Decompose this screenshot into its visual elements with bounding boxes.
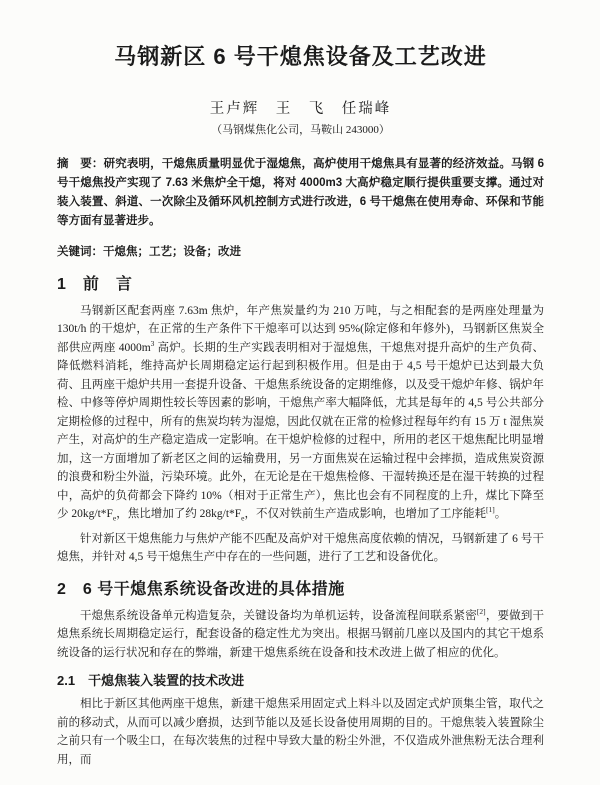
affiliation-line: （马钢煤焦化公司，马鞍山 243000）	[211, 124, 390, 136]
section-1-heading: 1 前 言	[57, 275, 133, 293]
keywords-block	[57, 243, 544, 262]
keywords-text: 干熄焦；工艺；设备；改进	[103, 245, 241, 258]
abstract-block	[57, 155, 544, 231]
section-2-heading: 2 6 号干熄焦系统设备改进的具体措施	[57, 580, 345, 598]
intro-paragraph-2: 针对新区干熄焦能力与焦炉产能不匹配及高炉对干熄焦高度依赖的情况，马钢新建了 6 号干熄焦，并针对 4,5 号干熄焦生产中存在的一些问题，进行了工艺和设备优化。	[57, 532, 544, 563]
section-2-intro-paragraph: 干熄焦系统设备单元构造复杂，关键设备均为单机运转，设备流程间联系紧密[2]，要做到干熄焦系统长周期稳定运行，配套设备的稳定性尤为突出。根据马钢前几座以及国内的其它干熄系统设备的运行状况和存在的弊端，新建干熄焦系统在设备和技术改进上做了相应的优化。	[57, 606, 545, 659]
abstract-label: 摘 要：	[57, 158, 104, 170]
abstract-text: 研究表明，干熄焦质量明显优于湿熄焦，高炉使用干熄焦具有显著的经济效益。马钢 6 号干熄焦投产实现了 7.63 米焦炉全干熄，将对 4000m3 大高炉稳定顺行提供重要支撑。通过对装入装置、斜道、一次除尘及循环风机控制方式进行改进，6 号干熄焦在使用寿命、环保和节能等方面有显著进步。	[57, 158, 544, 227]
page-title: 马钢新区 6 号干熄焦设备及工艺改进	[114, 44, 487, 69]
section-2-1-paragraph: 相比于新区其他两座干熄焦，新建干熄焦采用固定式上料斗以及固定式炉顶集尘管，取代之前的移动式，从而可以减少磨损，达到节能以及延长设备使用周期的目的。干熄焦装入装置除尘之前只有一个吸尘口，在每次装焦的过程中导致大量的粉尘外泄，不仅造成外泄焦粉无法合理利用，而	[57, 698, 544, 766]
keywords-label: 关键词：	[57, 245, 103, 258]
section-2-1-heading: 2.1 干熄焦装入装置的技术改进	[57, 673, 245, 688]
authors-line: 王卢辉 王 飞 任瑞峰	[209, 101, 392, 117]
intro-paragraph-1: 马钢新区配套两座 7.63m 焦炉，年产焦炭量约为 210 万吨，与之相配套的是两座处理量为 130t/h 的干熄炉，在正常的生产条件下干熄率可以达到 95%(除定修和年修外)，马钢新区焦炭全部供应两座 $4000m^3$ 高炉。长期的生产实践表明相对于湿熄焦，干熄焦对提升高炉的生产负荷、降低燃料消耗，维持高炉长周期稳定运行起到积极作用。但是由于 4,5 号干熄炉已达到最大负荷、且两座干熄炉共用一套提升设备、干熄焦系统设备的定期维修，以及受干熄炉年修、锅炉年检、中修等停炉周期性较长等因素的影响，干熄焦产率大幅降低，尤其是每年的 4,5 号公共部分定期检修的过程中，所有的焦炭均转为湿熄，因此仅就在正常的检修过程每年约有 15 万 t 湿焦炭产生，对高炉的生产稳定造成一定影响。在干熄炉检修的过程中，所用的老区干熄焦配比明显增加，这一方面增加了新老区之间的运输费用，另一方面焦炭在运输过程中会摔损，造成焦炭资源的浪费和粉尘外溢，污染环境。此外，在无论是在干熄焦检修、干湿转换还是在湿干转换的过程中，高炉的负荷都会下降约 10%（相对于正常生产），焦比也会有不同程度的上升，煤比下降至少 $20kg/t*F_e$，焦比增加了约 $28kg/t*F_e$，不仅对铁前生产造成影响，也增加了工序能耗[1]。	[57, 304, 544, 523]
